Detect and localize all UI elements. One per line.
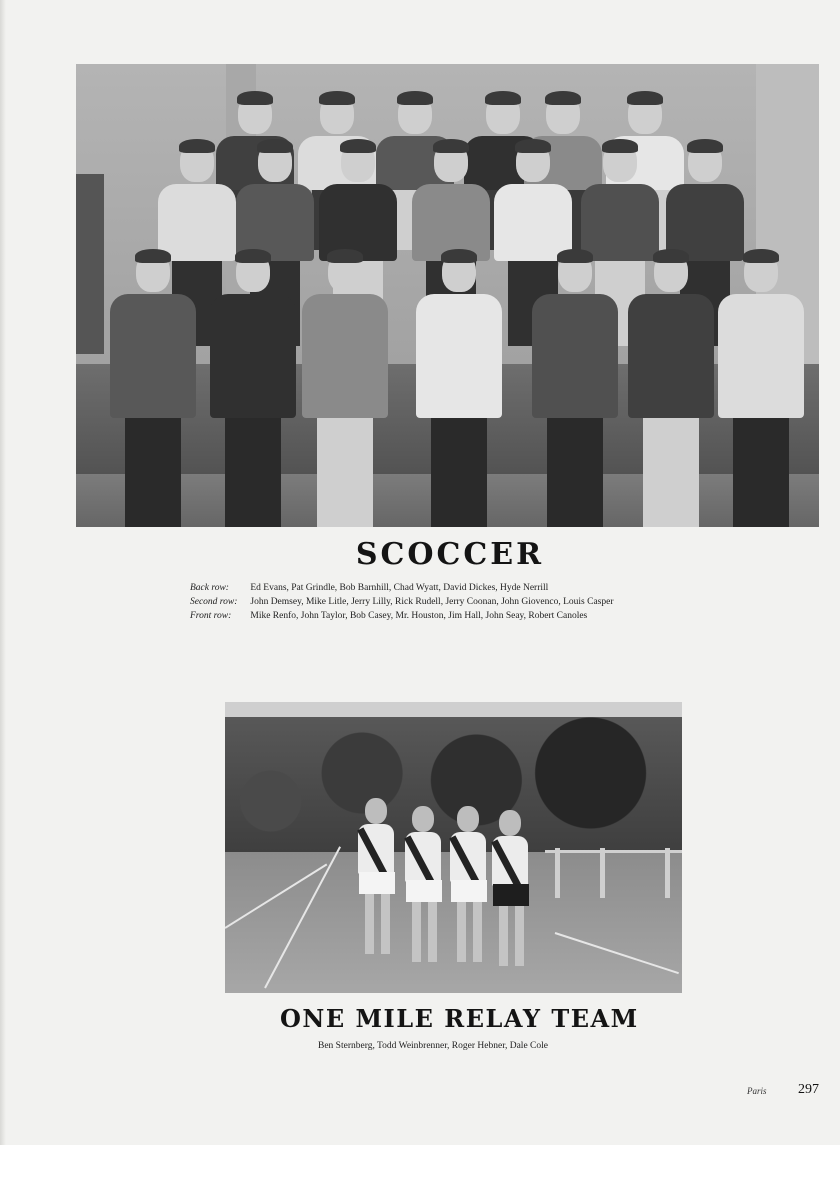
roster-row-names: John Demsey, Mike Litle, Jerry Lilly, Rick Rudell, Jerry Coonan, John Giovenco, Louis Casper — [250, 597, 614, 607]
photo-fence-rail — [545, 850, 682, 853]
photo-fence-post — [665, 848, 670, 898]
photo-fence-post — [555, 848, 560, 898]
footer-section-label: Paris — [747, 1086, 767, 1096]
soccer-roster — [190, 581, 830, 623]
page-number: 297 — [798, 1082, 819, 1097]
soccer-team-photo — [76, 64, 819, 527]
roster-front-row — [190, 609, 830, 623]
photo-fence-post — [600, 848, 605, 898]
roster-row-names: Mike Renfo, John Taylor, Bob Casey, Mr. Houston, Jim Hall, John Seay, Robert Canoles — [250, 611, 588, 621]
roster-back-row — [190, 581, 830, 595]
page-gutter-shadow — [0, 0, 6, 1150]
roster-row-label: Second row: — [190, 597, 238, 607]
roster-second-row — [190, 595, 830, 609]
relay-caption: Ben Sternberg, Todd Weinbrenner, Roger Hebner, Dale Cole — [318, 1041, 548, 1051]
relay-team-photo — [225, 702, 682, 993]
relay-title: ONE MILE RELAY TEAM — [280, 1004, 639, 1033]
page-bottom-margin — [0, 1145, 840, 1195]
roster-row-names: Ed Evans, Pat Grindle, Bob Barnhill, Chad Wyatt, David Dickes, Hyde Nerrill — [250, 583, 549, 593]
roster-row-label: Front row: — [190, 611, 232, 621]
roster-row-label: Back row: — [190, 583, 229, 593]
soccer-title: SCOCCER — [355, 537, 545, 572]
photo-window — [76, 174, 104, 354]
